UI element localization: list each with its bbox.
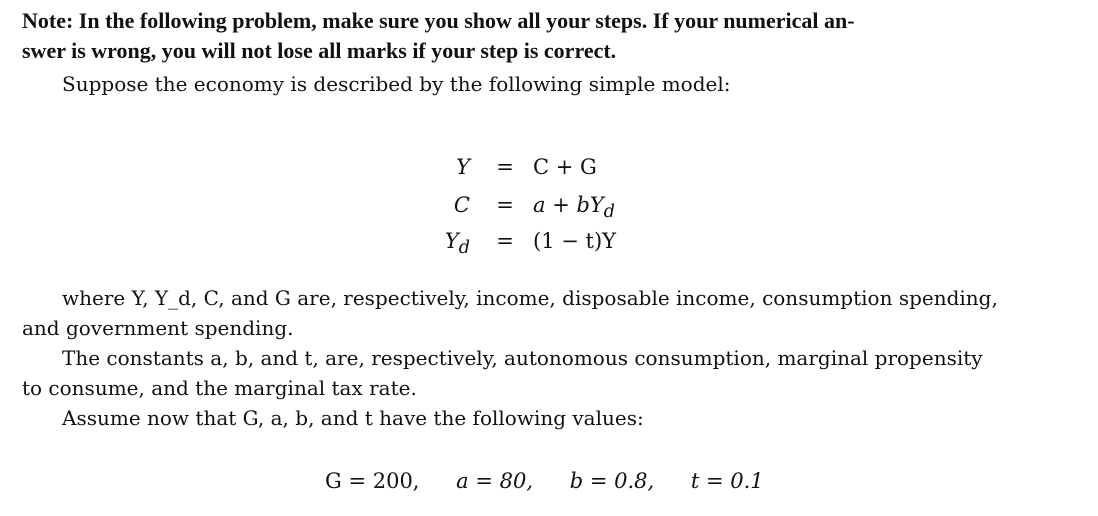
note-line-1: Note: In the following problem, make sure you show all your steps. If your numerical an- [22,8,855,33]
equation-3-lhs-sub: d [458,238,470,259]
where-line-2: and government spending. [22,316,294,340]
constants-line-2: to consume, and the marginal tax rate. [22,376,417,400]
value-a: a = 80, [456,469,534,493]
equation-2-rhs-sub: d [603,202,615,223]
note-line-2: swer is wrong, you will not lose all marks if your step is correct. [22,38,617,63]
equation-1-lhs: Y [456,155,470,179]
value-b: b = 0.8, [569,469,655,493]
equation-3-rhs: (1 − t)Y [533,229,616,253]
equation-1-sign: = [496,155,514,179]
assume-text: Assume now that G, a, b, and t have the following values: [62,406,644,430]
equation-1-rhs: C + G [533,155,597,179]
equation-2-sign: = [496,193,514,217]
value-g: G = 200, [325,469,420,493]
parameter-values [325,464,764,498]
equation-3-lhs-main: Y [444,229,459,253]
constants-line-1: The constants a, b, and t, are, respectively, autonomous consumption, marginal propensity [62,346,983,370]
equation-3-sign: = [496,229,514,253]
intro-text: Suppose the economy is described by the following simple model: [62,72,731,96]
value-t: t = 0.1 [690,469,764,493]
equation-2-rhs [533,188,615,229]
note-block [22,6,1082,66]
where-line-1: where Y, Y_d, C, and G are, respectively, income, disposable income, consumption spending, [62,286,998,310]
equation-2-lhs: C [453,193,470,217]
equation-2-rhs-main: a + bY [533,193,604,217]
equation-3-lhs [410,224,470,265]
